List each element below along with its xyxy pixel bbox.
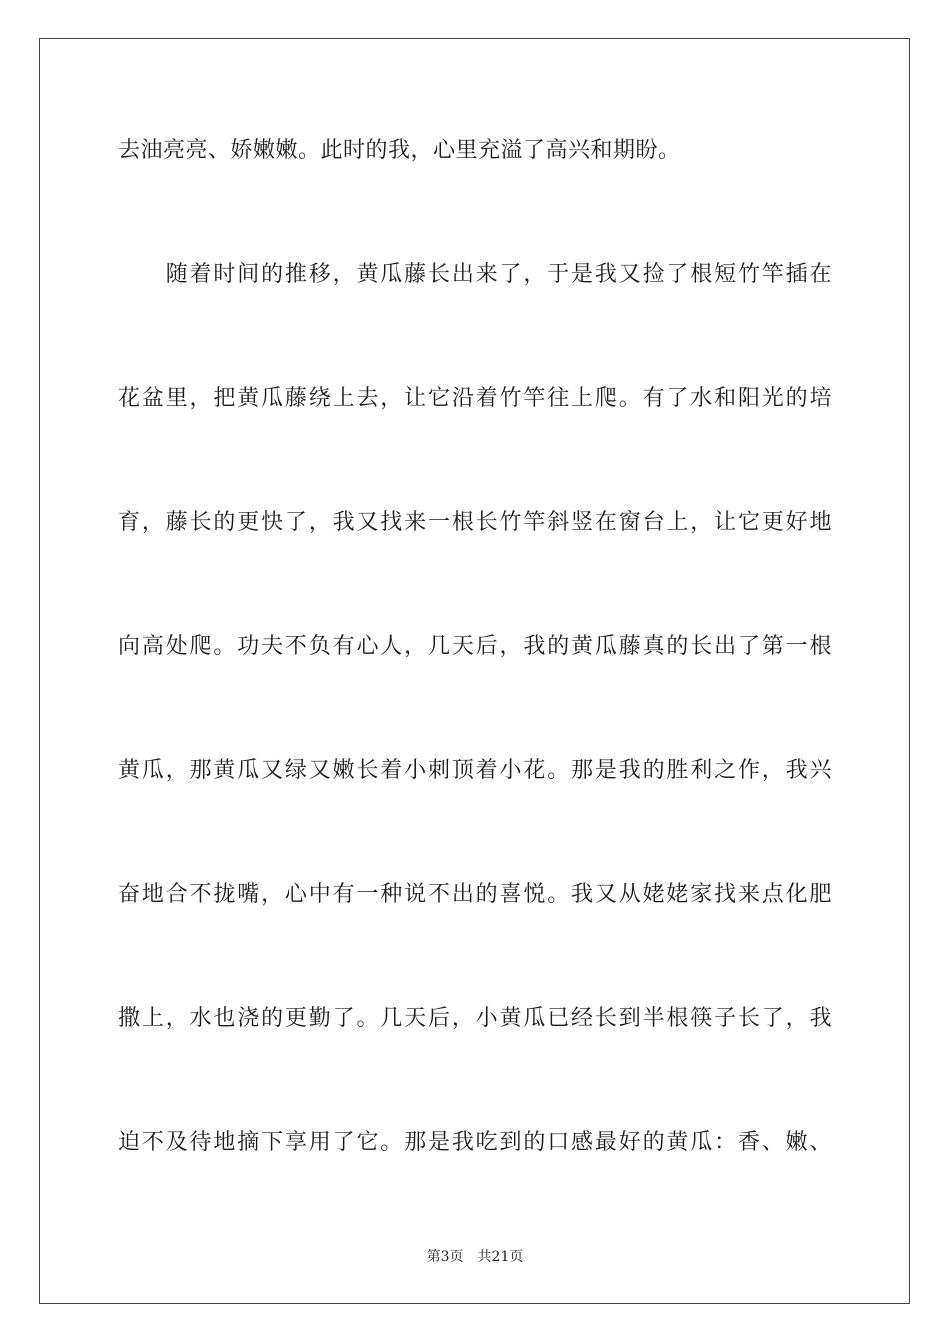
page-border (39, 38, 910, 1304)
page-footer (0, 1246, 950, 1266)
text-line-9: 迫不及待地摘下享用了它。那是我吃到的口感最好的黄瓜：香、嫩、 (118, 1130, 832, 1155)
text-line-6: 黄瓜，那黄瓜又绿又嫩长着小刺顶着小花。那是我的胜利之作，我兴 (118, 758, 832, 783)
page-number: 第3页 (426, 1249, 464, 1265)
page-total: 共21页 (477, 1249, 524, 1265)
text-line-5: 向高处爬。功夫不负有心人，几天后，我的黄瓜藤真的长出了第一根 (118, 634, 832, 659)
text-line-8: 撒上，水也浇的更勤了。几天后，小黄瓜已经长到半根筷子长了，我 (118, 1006, 832, 1031)
text-line-7: 奋地合不拢嘴，心中有一种说不出的喜悦。我又从姥姥家找来点化肥 (118, 882, 832, 907)
text-line-3: 花盆里，把黄瓜藤绕上去，让它沿着竹竿往上爬。有了水和阳光的培 (118, 386, 832, 411)
text-line-1: 去油亮亮、娇嫩嫩。此时的我，心里充溢了高兴和期盼。 (118, 138, 681, 163)
text-line-2: 随着时间的推移，黄瓜藤长出来了，于是我又捡了根短竹竿插在 (118, 262, 832, 287)
text-line-4: 育，藤长的更快了，我又找来一根长竹竿斜竖在窗台上，让它更好地 (118, 510, 832, 535)
